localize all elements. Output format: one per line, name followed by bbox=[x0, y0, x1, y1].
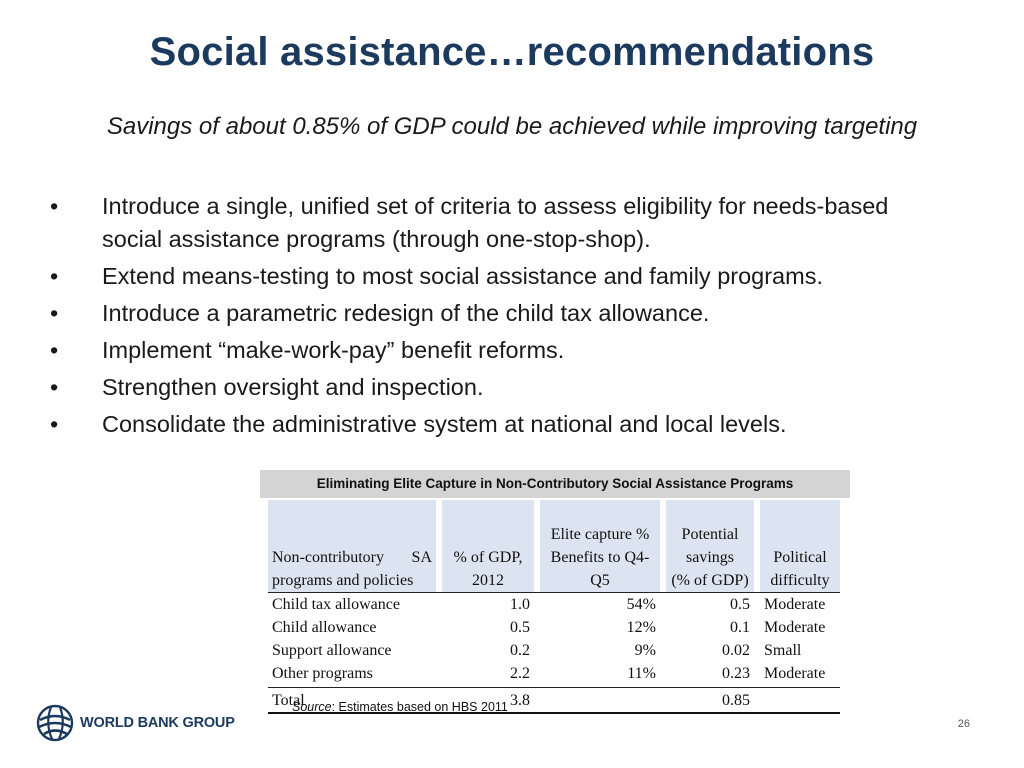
table-row bbox=[268, 639, 840, 662]
list-item bbox=[46, 297, 946, 330]
savings-table bbox=[268, 500, 840, 714]
cell-savings: 0.1 bbox=[730, 619, 750, 636]
bullet-icon: • bbox=[50, 300, 59, 326]
cell-gdp: 1.0 bbox=[510, 596, 530, 613]
recommendations-list bbox=[46, 190, 946, 445]
cell-program: Child allowance bbox=[272, 619, 377, 636]
header-savings-line2: savings bbox=[686, 549, 734, 566]
table-header-row bbox=[268, 500, 840, 593]
cell-total-elite bbox=[540, 688, 660, 714]
header-elite bbox=[540, 500, 660, 593]
header-elite-line2: Benefits to Q4-Q5 bbox=[550, 549, 650, 589]
cell-difficulty: Small bbox=[764, 642, 802, 659]
table-row bbox=[268, 593, 840, 617]
header-difficulty-line1: Political bbox=[773, 549, 827, 566]
cell-gdp: 0.5 bbox=[510, 619, 530, 636]
table-source bbox=[292, 700, 508, 714]
page-number: 26 bbox=[957, 718, 970, 730]
header-programs-line1: Non-contributory bbox=[272, 549, 384, 566]
cell-difficulty: Moderate bbox=[764, 596, 826, 613]
cell-program: Support allowance bbox=[272, 642, 392, 659]
header-elite-line1: Elite capture % bbox=[550, 526, 650, 543]
cell-program: Child tax allowance bbox=[272, 596, 400, 613]
cell-program: Other programs bbox=[272, 665, 373, 682]
cell-total-label: Total bbox=[268, 688, 436, 714]
bullet-icon: • bbox=[50, 337, 59, 363]
bullet-icon: • bbox=[50, 374, 59, 400]
table-row bbox=[268, 616, 840, 639]
list-item-text: Implement “make-work-pay” benefit reforms. bbox=[102, 337, 565, 363]
globe-icon bbox=[36, 704, 74, 742]
table-caption: Eliminating Elite Capture in Non-Contributory Social Assistance Programs bbox=[260, 470, 850, 498]
list-item-text: Strengthen oversight and inspection. bbox=[102, 374, 484, 400]
cell-elite: 11% bbox=[627, 665, 656, 682]
cell-gdp: 2.2 bbox=[510, 665, 530, 682]
header-gdp-line1: % of GDP, bbox=[453, 549, 523, 566]
slide-subtitle: Savings of about 0.85% of GDP could be achieved while improving targeting bbox=[106, 113, 918, 140]
cell-total-difficulty bbox=[760, 688, 840, 714]
list-item bbox=[46, 260, 946, 293]
cell-difficulty: Moderate bbox=[764, 619, 826, 636]
header-sa: SA bbox=[411, 549, 432, 566]
cell-gdp: 0.2 bbox=[510, 642, 530, 659]
list-item-text: Consolidate the administrative system at national and local levels. bbox=[102, 411, 787, 437]
table-row bbox=[268, 662, 840, 688]
cell-savings: 0.23 bbox=[722, 665, 750, 682]
header-savings-line1: Potential bbox=[681, 526, 739, 543]
bullet-icon: • bbox=[50, 411, 59, 437]
header-savings-line3: (% of GDP) bbox=[671, 572, 749, 589]
slide-title: Social assistance…recommendations bbox=[149, 30, 875, 74]
logo-text: WORLD BANK GROUP bbox=[80, 715, 235, 731]
cell-savings: 0.5 bbox=[730, 596, 750, 613]
cell-difficulty: Moderate bbox=[764, 665, 826, 682]
cell-elite: 54% bbox=[626, 596, 656, 613]
world-bank-logo bbox=[36, 704, 235, 742]
list-item bbox=[46, 408, 946, 441]
cell-total-savings: 0.85 bbox=[666, 688, 754, 714]
header-gdp bbox=[442, 500, 534, 593]
bullet-icon: • bbox=[50, 263, 59, 289]
header-difficulty-line2: difficulty bbox=[770, 572, 830, 589]
header-savings bbox=[666, 500, 754, 593]
cell-total-gdp: 3.8 bbox=[442, 688, 534, 714]
header-difficulty bbox=[760, 500, 840, 593]
cell-savings: 0.02 bbox=[722, 642, 750, 659]
source-text: : Estimates based on HBS 2011 bbox=[331, 700, 508, 714]
list-item bbox=[46, 334, 946, 367]
header-gdp-line2: 2012 bbox=[472, 572, 504, 589]
header-programs-line2: programs and policies bbox=[272, 572, 414, 589]
list-item bbox=[46, 190, 946, 256]
list-item bbox=[46, 371, 946, 404]
header-programs bbox=[268, 500, 436, 593]
cell-elite: 12% bbox=[626, 619, 656, 636]
list-item-text: Introduce a parametric redesign of the child tax allowance. bbox=[102, 300, 710, 326]
cell-elite: 9% bbox=[634, 642, 656, 659]
bullet-icon: • bbox=[50, 193, 59, 219]
list-item-text: Extend means-testing to most social assistance and family programs. bbox=[102, 263, 823, 289]
list-item-text: Introduce a single, unified set of criteria to assess eligibility for needs-based social assistance programs (through one-stop-shop). bbox=[102, 193, 889, 252]
source-label: Source bbox=[292, 700, 332, 714]
